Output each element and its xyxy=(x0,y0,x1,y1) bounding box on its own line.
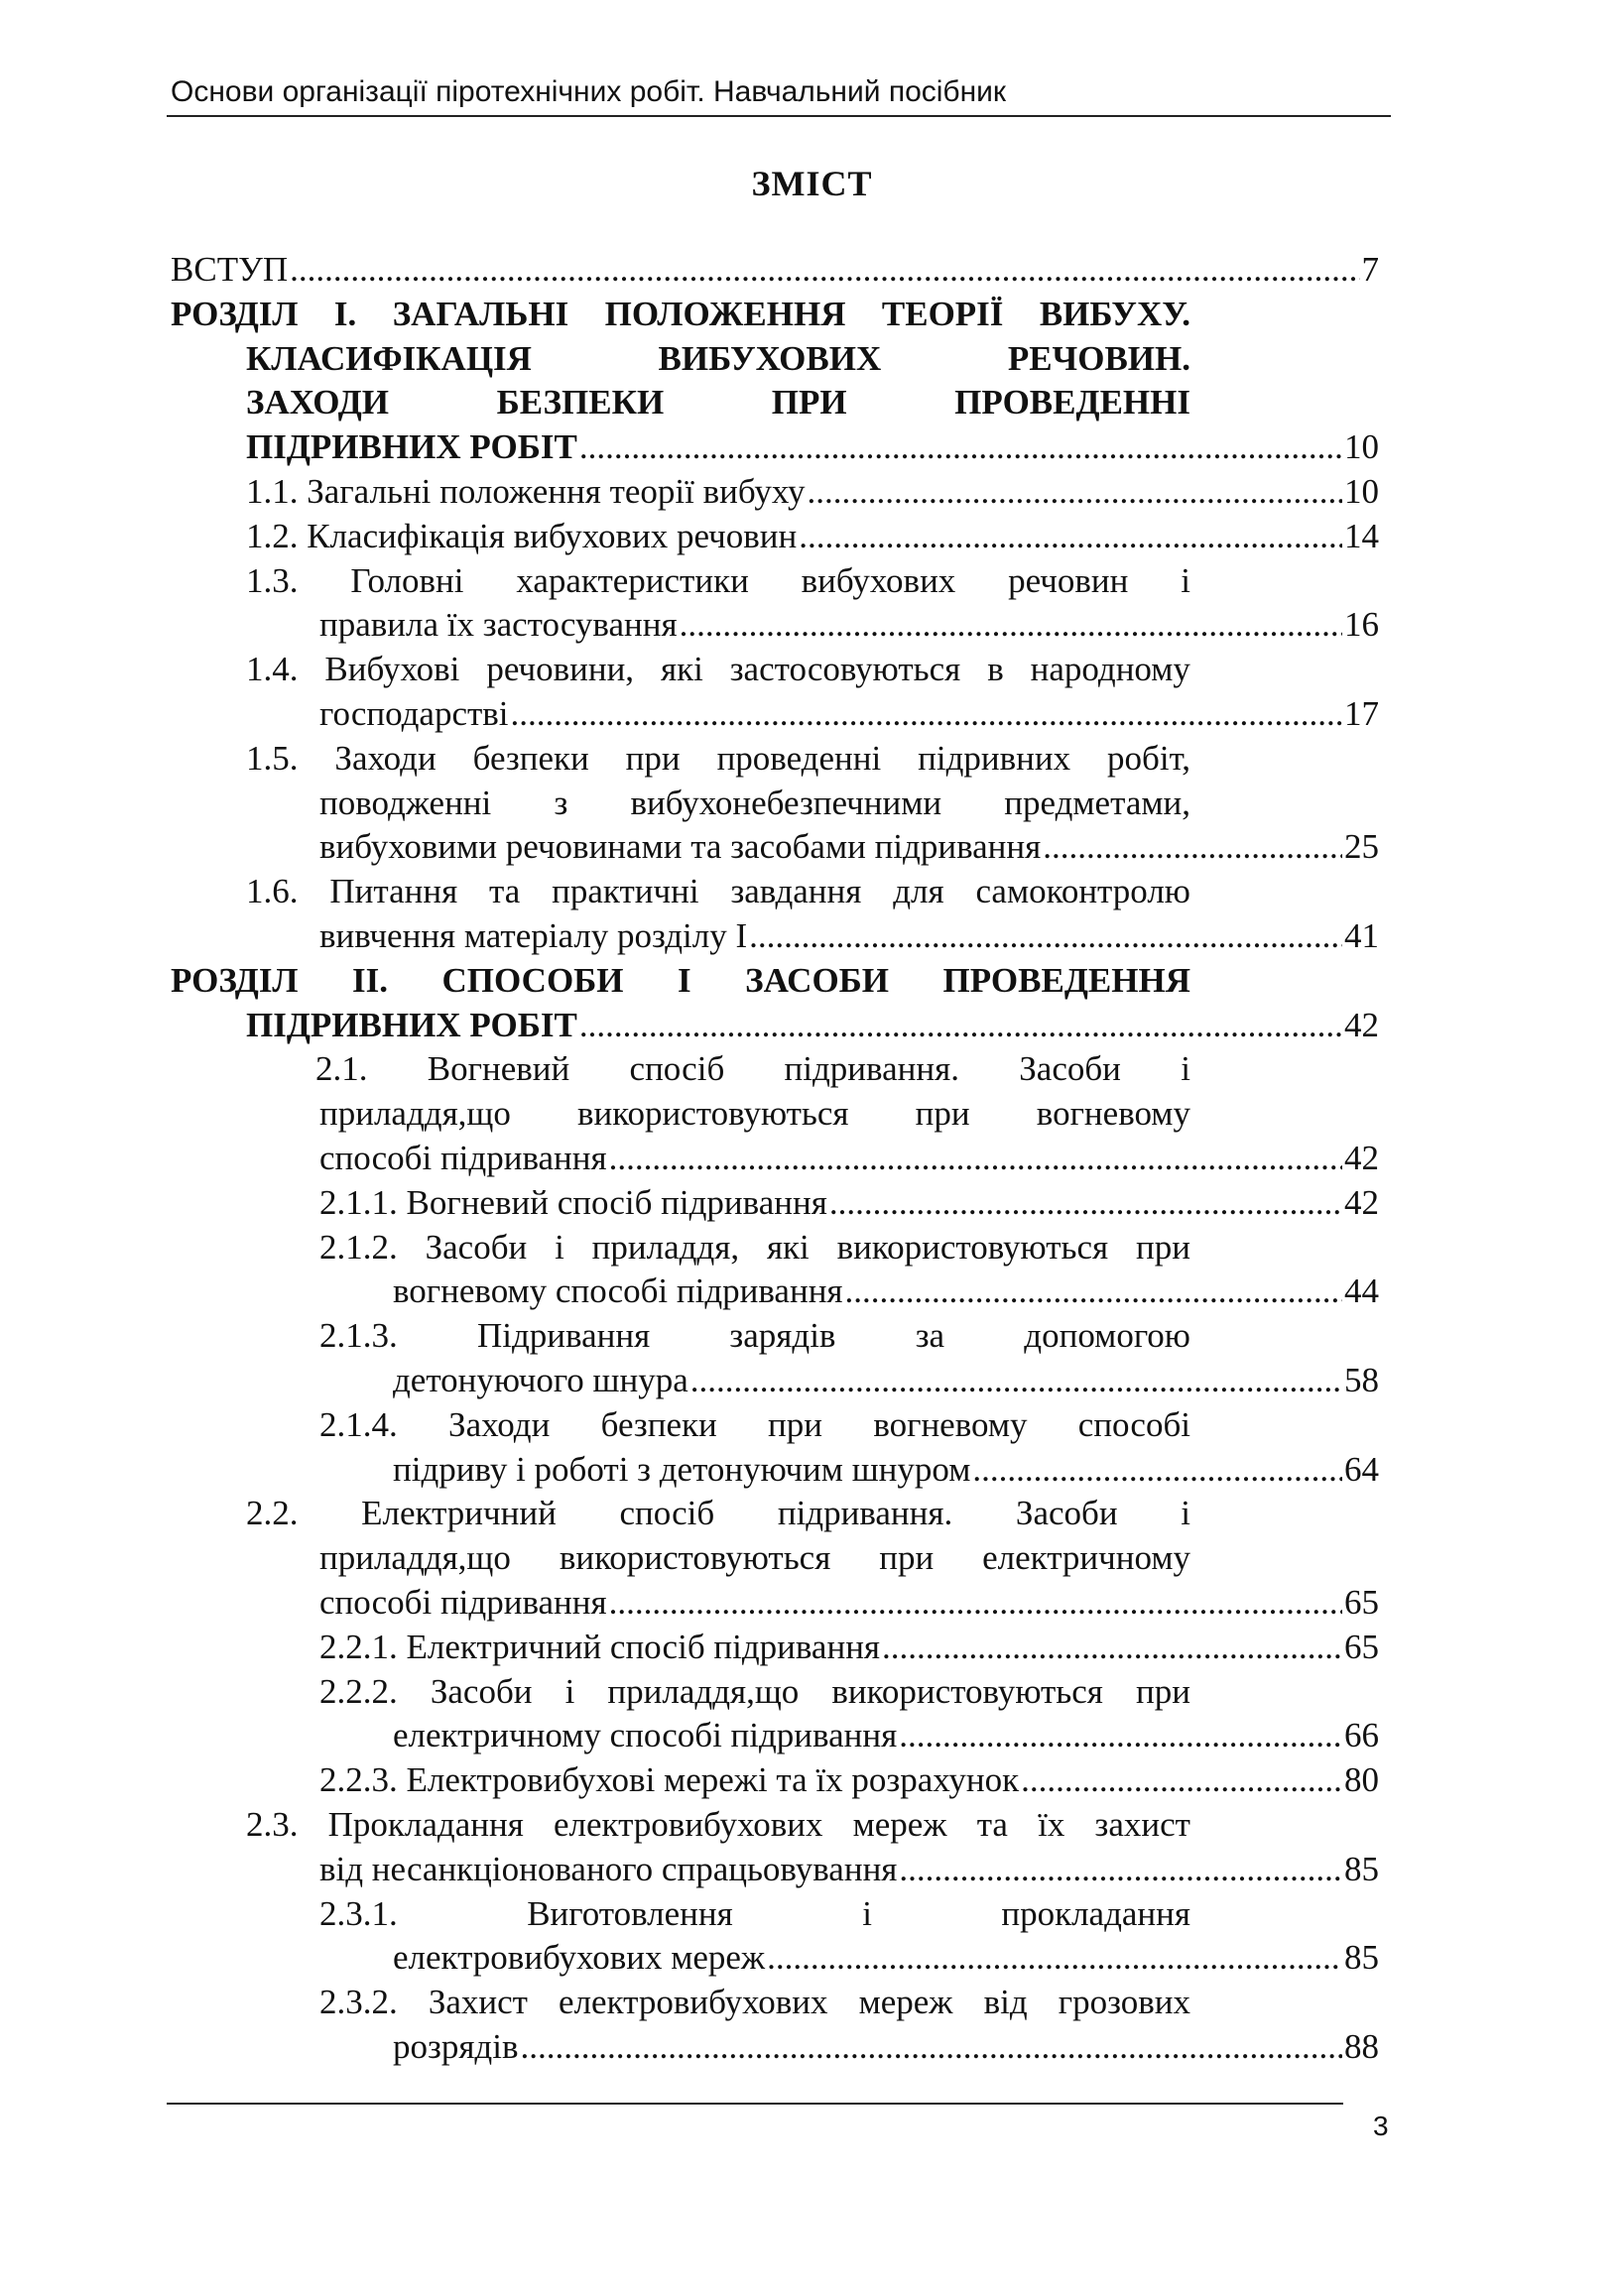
toc-word: 2.2.2. xyxy=(319,1671,398,1711)
toc-word: від xyxy=(983,1983,1028,2022)
page-number: 3 xyxy=(1373,2111,1389,2141)
toc-word: і xyxy=(1181,1049,1190,1089)
toc-page-number: 7 xyxy=(1361,250,1379,289)
toc-word: 2.1.4. xyxy=(319,1404,398,1444)
toc-entry-title: правила їх застосування xyxy=(319,605,678,645)
toc-word: з xyxy=(554,783,568,822)
toc-page-number: 64 xyxy=(1344,1449,1379,1489)
toc-word: які xyxy=(660,650,703,689)
toc-word: 2.3.1. xyxy=(319,1893,398,1933)
toc-word: електричному xyxy=(982,1538,1190,1578)
toc-word: способі xyxy=(1077,1404,1190,1444)
toc-word: Засоби xyxy=(1015,1494,1118,1533)
toc-word: і xyxy=(1181,1494,1190,1533)
toc-word: приладдя,що xyxy=(607,1671,800,1711)
toc-entry-leader-line xyxy=(319,1626,1379,1669)
toc-word: приладдя,що xyxy=(319,1538,511,1578)
toc-word: завдання xyxy=(730,872,862,911)
toc-word: Питання xyxy=(329,872,458,911)
toc-entry-line xyxy=(319,1314,1190,1358)
toc-word: підривних xyxy=(918,738,1071,778)
toc-word: самоконтролю xyxy=(975,872,1190,911)
toc-entry-leader-line xyxy=(319,1581,1379,1625)
toc-word: ВИБУХУ. xyxy=(1039,294,1190,333)
toc-word: Підривання xyxy=(476,1316,651,1356)
toc-word: Заходи xyxy=(334,738,437,778)
toc-word: електровибухових xyxy=(554,1805,823,1844)
toc-entry-leader-line xyxy=(319,1758,1379,1802)
toc-word: 2.2. xyxy=(246,1494,299,1533)
toc-entry-line xyxy=(319,1536,1190,1580)
toc-word: і xyxy=(862,1893,872,1933)
dot-leader xyxy=(579,1004,1342,1047)
toc-word: використовуються xyxy=(559,1538,831,1578)
dot-leader xyxy=(609,1137,1342,1180)
toc-word: 1.4. xyxy=(246,650,299,689)
toc-word: Захист xyxy=(428,1983,528,2022)
toc-entry-line xyxy=(319,1226,1190,1269)
toc-word: РОЗДІЛ xyxy=(171,294,299,333)
toc-word: 2.1.3. xyxy=(319,1316,398,1356)
toc-entry-title: вивчення матеріалу розділу І xyxy=(319,916,748,955)
toc-entry-line xyxy=(171,959,1190,1003)
toc-word: при xyxy=(768,1404,823,1444)
dot-leader xyxy=(749,914,1342,958)
toc-word: захист xyxy=(1094,1805,1190,1844)
toc-entry-leader-line xyxy=(246,515,1379,558)
toc-word: вогневому xyxy=(1036,1094,1190,1134)
toc-word: РЕЧОВИН. xyxy=(1007,338,1190,378)
toc-entry-line xyxy=(246,381,1190,424)
toc-entry-title: від несанкціонованого спрацьовування xyxy=(319,1849,898,1888)
toc-entry-title: вибуховими речовинами та засобами підривання xyxy=(319,827,1042,867)
dot-leader xyxy=(579,425,1342,469)
toc-word: та xyxy=(489,872,521,911)
toc-word: і xyxy=(564,1671,575,1711)
toc-page-number: 44 xyxy=(1344,1271,1379,1311)
toc-word: та xyxy=(976,1805,1008,1844)
toc-page-number: 17 xyxy=(1344,694,1379,733)
toc-word: практичні xyxy=(552,872,699,911)
toc-entry-title: 1.1. Загальні положення теорії вибуху xyxy=(246,472,806,511)
toc-page-number: 66 xyxy=(1344,1716,1379,1755)
toc-word: предметами, xyxy=(1004,783,1190,822)
toc-word: вибухонебезпечними xyxy=(630,783,942,822)
toc-entry-line xyxy=(319,1670,1190,1714)
toc-page-number: 85 xyxy=(1344,1938,1379,1978)
toc-word: при xyxy=(879,1538,935,1578)
dot-leader xyxy=(808,470,1342,514)
toc-word: і xyxy=(555,1227,564,1267)
dot-leader xyxy=(1021,1758,1342,1802)
running-title: Основи організації піротехнічних робіт. Навчальний посібник xyxy=(171,75,1007,108)
toc-entry-leader-line xyxy=(319,1848,1379,1891)
toc-entry-title: 2.1.1. Вогневий спосіб підривання xyxy=(319,1182,827,1222)
toc-word: Електричний xyxy=(361,1494,557,1533)
toc-entry-leader-line xyxy=(319,1181,1379,1225)
toc-word: в xyxy=(987,650,1004,689)
toc-entry-leader-line xyxy=(393,1714,1379,1757)
toc-page-number: 10 xyxy=(1344,427,1379,467)
toc-word: при xyxy=(1135,1227,1190,1267)
toc-word: Виготовлення xyxy=(527,1893,733,1933)
toc-page-number: 88 xyxy=(1344,2027,1379,2066)
dot-leader xyxy=(511,692,1342,736)
toc-word: 2.3. xyxy=(246,1805,299,1844)
toc-entry-line xyxy=(171,293,1190,336)
toc-entry-title: господарстві xyxy=(319,694,509,733)
toc-entry-line xyxy=(246,870,1190,913)
toc-page-number: 25 xyxy=(1344,827,1379,867)
toc-word: БЕЗПЕКИ xyxy=(496,383,665,423)
toc-entry-line xyxy=(246,1803,1190,1847)
dot-leader xyxy=(520,2025,1342,2069)
toc-entry-line xyxy=(319,1092,1190,1136)
toc-word: безпеки xyxy=(472,738,589,778)
toc-word: приладдя, xyxy=(591,1227,740,1267)
toc-word: Засоби xyxy=(430,1671,533,1711)
toc-word: поводженні xyxy=(319,783,492,822)
toc-page-number: 58 xyxy=(1344,1361,1379,1399)
toc-entry-leader-line xyxy=(246,425,1379,469)
toc-page-number: 85 xyxy=(1344,1849,1379,1888)
toc-word: і xyxy=(1181,560,1190,600)
toc-word: прокладання xyxy=(1001,1893,1190,1933)
toc-entry-title: розрядів xyxy=(393,2027,519,2066)
toc-word: використовуються xyxy=(831,1671,1103,1711)
toc-entry-leader-line xyxy=(319,1137,1379,1180)
toc-page-number: 42 xyxy=(1344,1005,1379,1044)
toc-word: вибухових xyxy=(801,560,956,600)
toc-word: 1.5. xyxy=(246,738,299,778)
toc-entry-title: підриву і роботі з детонуючим шнуром xyxy=(393,1449,971,1489)
toc-entry-leader-line xyxy=(393,2025,1379,2069)
toc-word: СПОСОБИ xyxy=(441,960,624,1000)
dot-leader xyxy=(972,1448,1342,1492)
toc-word: 2.1.2. xyxy=(319,1227,398,1267)
dot-leader xyxy=(609,1581,1342,1625)
toc-word: ТЕОРІЇ xyxy=(881,294,1004,333)
toc-word: Засоби xyxy=(425,1227,528,1267)
toc-entry-line xyxy=(246,648,1190,691)
toc-entry-line xyxy=(319,782,1190,825)
footer-divider xyxy=(167,2103,1343,2105)
dot-leader xyxy=(1043,825,1342,869)
toc-page-number: 65 xyxy=(1344,1583,1379,1622)
toc-word: робіт, xyxy=(1107,738,1190,778)
toc-entry-title: ВСТУП xyxy=(171,250,289,289)
toc-entry-title: електровибухових мереж xyxy=(393,1938,766,1978)
toc-entry-leader-line xyxy=(171,248,1379,292)
toc-word: 2.1. xyxy=(315,1049,368,1089)
toc-word: для xyxy=(893,872,944,911)
toc-entry-line xyxy=(319,1403,1190,1447)
toc-entry-line xyxy=(319,1981,1190,2024)
toc-word: 2.3.2. xyxy=(319,1983,398,2022)
toc-word: за xyxy=(915,1316,945,1356)
toc-word: спосіб xyxy=(619,1494,715,1533)
toc-page-number: 80 xyxy=(1344,1760,1379,1800)
toc-word: Головні xyxy=(350,560,464,600)
toc-entry-line xyxy=(246,1492,1190,1535)
toc-word: застосовуються xyxy=(729,650,961,689)
toc-word: ПОЛОЖЕННЯ xyxy=(604,294,846,333)
toc-word: допомогою xyxy=(1024,1316,1190,1356)
toc-entry-leader-line xyxy=(246,470,1379,514)
toc-page-number: 14 xyxy=(1344,516,1379,555)
toc-word: Засоби xyxy=(1019,1049,1121,1089)
toc-word: речовини, xyxy=(486,650,635,689)
toc-word: ЗАХОДИ xyxy=(246,383,390,423)
dot-leader xyxy=(767,1936,1342,1980)
toc-word: проведенні xyxy=(716,738,882,778)
toc-entry-leader-line xyxy=(319,825,1379,869)
toc-word: РОЗДІЛ xyxy=(171,960,299,1000)
toc-word: які xyxy=(766,1227,810,1267)
dot-leader xyxy=(899,1848,1342,1891)
toc-word: ВИБУХОВИХ xyxy=(658,338,882,378)
toc-word: при xyxy=(915,1094,970,1134)
toc-word: мереж xyxy=(852,1805,947,1844)
toc-word: 1.6. xyxy=(246,872,299,911)
toc-entry-title: способі підривання xyxy=(319,1583,607,1622)
toc-word: ІІ. xyxy=(352,960,389,1000)
toc-entry-title: ПІДРИВНИХ РОБІТ xyxy=(246,1005,577,1044)
dot-leader xyxy=(799,515,1342,558)
toc-page-number: 41 xyxy=(1344,916,1379,955)
toc-entry-leader-line xyxy=(319,603,1379,647)
toc-entry-leader-line xyxy=(393,1936,1379,1980)
toc-entry-title: детонуючого шнура xyxy=(393,1361,688,1399)
toc-word: Вогневий xyxy=(427,1049,570,1089)
toc-word: І. xyxy=(333,294,357,333)
toc-entry-leader-line xyxy=(319,692,1379,736)
toc-word: 1.3. xyxy=(246,560,299,600)
toc-entry-line xyxy=(319,1892,1190,1936)
toc-word: при xyxy=(625,738,681,778)
toc-word: Прокладання xyxy=(327,1805,524,1844)
toc-word: електровибухових xyxy=(559,1983,828,2022)
toc-entry-title: електричному способі підривання xyxy=(393,1716,898,1755)
toc-entry-line xyxy=(246,337,1190,381)
toc-title: ЗМІСТ xyxy=(751,164,873,203)
toc-entry-leader-line xyxy=(393,1269,1379,1313)
toc-entry-leader-line xyxy=(319,914,1379,958)
toc-word: КЛАСИФІКАЦІЯ xyxy=(246,338,532,378)
dot-leader xyxy=(845,1269,1342,1313)
toc-entry-leader-line xyxy=(393,1359,1379,1402)
toc-word: зарядів xyxy=(729,1316,836,1356)
toc-word: ЗАСОБИ xyxy=(745,960,890,1000)
header-divider xyxy=(167,115,1391,117)
toc-word: використовуються xyxy=(577,1094,849,1134)
toc-entry-title: 2.2.1. Електричний спосіб підривання xyxy=(319,1627,881,1666)
toc-entry-line xyxy=(315,1047,1190,1091)
toc-entry-title: 1.2. Класифікація вибухових речовин xyxy=(246,516,798,555)
toc-entry-line xyxy=(246,737,1190,781)
toc-page-number: 65 xyxy=(1344,1627,1379,1666)
toc-entry-leader-line xyxy=(246,1004,1379,1047)
toc-word: підривання. xyxy=(777,1494,953,1533)
toc-word: грозових xyxy=(1058,1983,1190,2022)
toc-word: їх xyxy=(1038,1805,1065,1844)
toc-page-number: 42 xyxy=(1344,1182,1379,1222)
dot-leader xyxy=(829,1181,1342,1225)
toc-word: речовин xyxy=(1008,560,1129,600)
dot-leader xyxy=(690,1359,1342,1402)
toc-word: ПРОВЕДЕННІ xyxy=(954,383,1190,423)
toc-page-number: 16 xyxy=(1344,605,1379,645)
toc-entry-title: вогневому способі підривання xyxy=(393,1271,843,1311)
toc-word: підривання. xyxy=(784,1049,959,1089)
toc-page-number: 42 xyxy=(1344,1139,1379,1177)
dot-leader xyxy=(882,1626,1342,1669)
toc-entry-title: ПІДРИВНИХ РОБІТ xyxy=(246,427,577,467)
dot-leader xyxy=(680,603,1342,647)
toc-word: мереж xyxy=(858,1983,953,2022)
toc-word: приладдя,що xyxy=(319,1094,511,1134)
toc-entry-leader-line xyxy=(393,1448,1379,1492)
toc-word: Вибухові xyxy=(324,650,460,689)
dot-leader xyxy=(290,248,1359,292)
dot-leader xyxy=(899,1714,1342,1757)
toc-word: Заходи xyxy=(448,1404,551,1444)
toc-word: вогневому xyxy=(873,1404,1028,1444)
toc-entry-line xyxy=(246,559,1190,603)
toc-page-number: 10 xyxy=(1344,472,1379,511)
toc-word: використовуються xyxy=(836,1227,1109,1267)
toc-word: народному xyxy=(1030,650,1190,689)
toc-word: спосіб xyxy=(629,1049,725,1089)
toc-entry-title: 2.2.3. Електровибухові мережі та їх розрахунок xyxy=(319,1760,1020,1800)
toc-word: ПРОВЕДЕННЯ xyxy=(942,960,1190,1000)
toc-word: І xyxy=(678,960,691,1000)
toc-word: ПРИ xyxy=(771,383,847,423)
toc-word: характеристики xyxy=(516,560,749,600)
toc-word: ЗАГАЛЬНІ xyxy=(392,294,569,333)
toc-word: безпеки xyxy=(600,1404,717,1444)
toc-word: при xyxy=(1136,1671,1190,1711)
toc-entry-title: способі підривання xyxy=(319,1139,607,1177)
